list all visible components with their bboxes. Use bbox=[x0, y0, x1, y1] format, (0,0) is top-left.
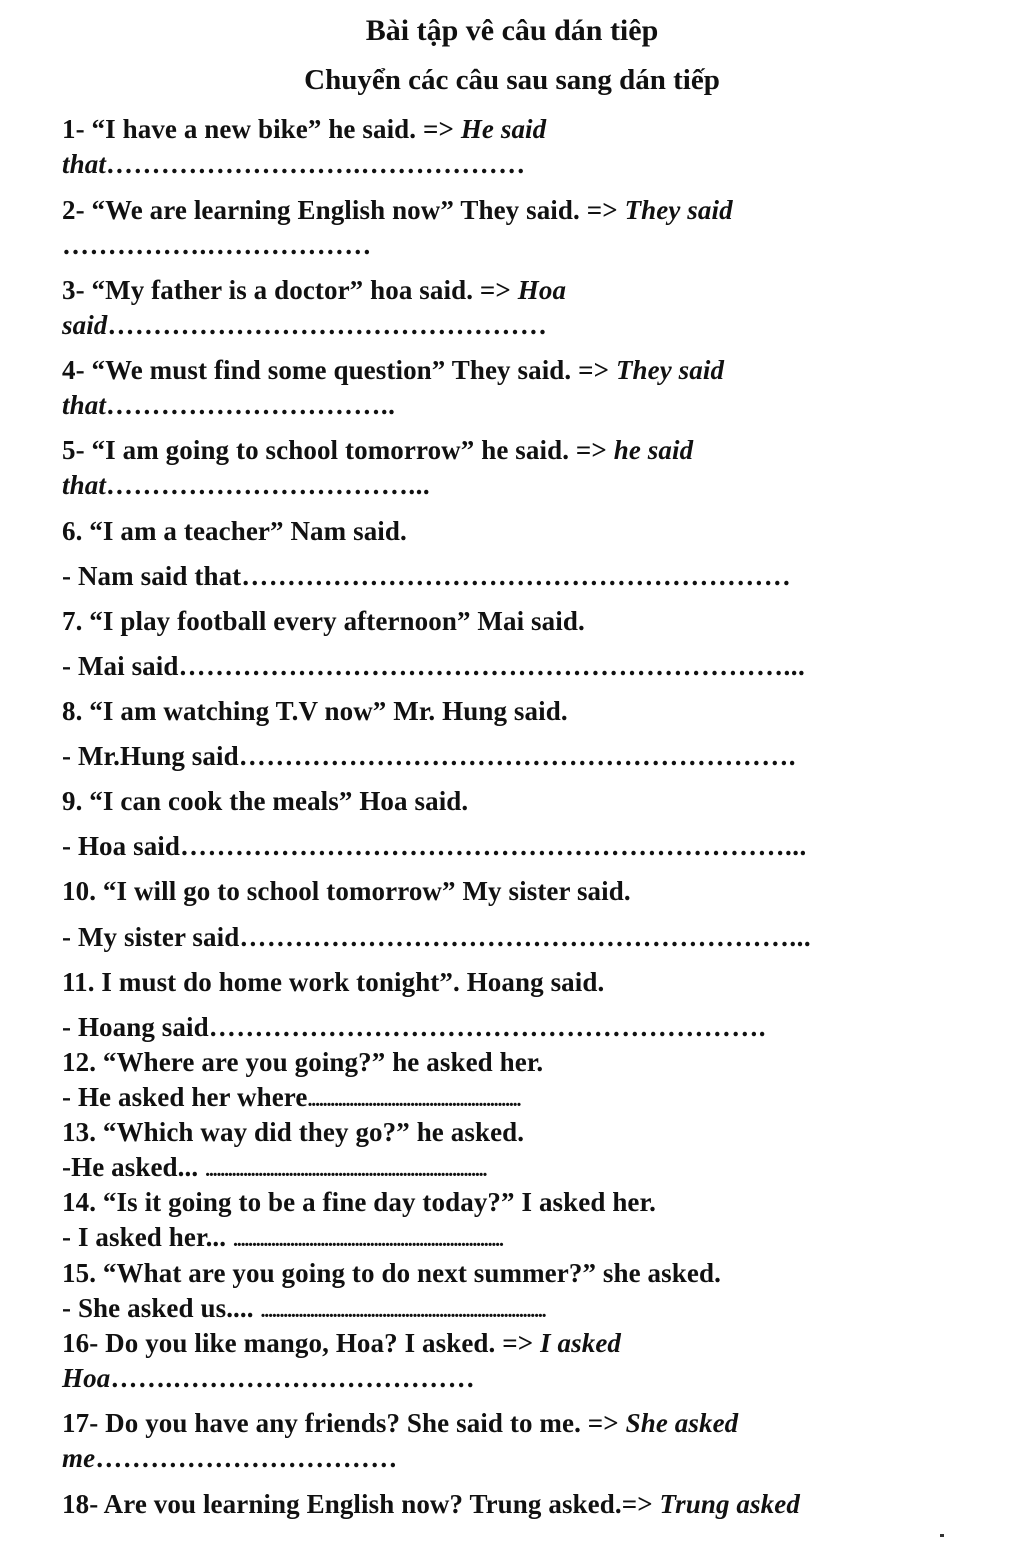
exercise-line bbox=[62, 1326, 621, 1360]
prompt-text: 16- Do you like mango, Hoa? I asked. => bbox=[62, 1328, 541, 1358]
prompt-text: 18- Are vou learning English now? Trung asked.=> bbox=[62, 1489, 660, 1519]
answer-lead: - Mr.Hung said bbox=[62, 741, 239, 771]
answer-blank bbox=[62, 1220, 503, 1257]
fill-in-dots: …………….……………… bbox=[62, 230, 372, 260]
fill-in-dots: ……………………………………………………. bbox=[208, 1012, 766, 1042]
fill-in-dots: …………………………………………………… bbox=[241, 561, 792, 591]
answer-lead: - She asked us.... bbox=[62, 1293, 261, 1323]
answer-lead: said bbox=[62, 310, 108, 340]
exercise-line bbox=[62, 353, 724, 387]
prompt-text: 1- “I have a new bike” he said. => bbox=[62, 114, 461, 144]
answer-lead: that bbox=[62, 470, 106, 500]
answer-blank bbox=[62, 559, 791, 593]
answer-lead: Hoa bbox=[62, 1363, 111, 1393]
exercise-line bbox=[62, 1406, 738, 1440]
fill-in-dots: …….…………………………… bbox=[110, 1363, 476, 1393]
answer-blank bbox=[62, 308, 547, 342]
exercise-line bbox=[62, 1487, 800, 1521]
answer-lead: - Mai said bbox=[62, 651, 179, 681]
fill-in-dots: …………………………… bbox=[95, 1443, 398, 1473]
answer-lead: - Hoang said bbox=[62, 1012, 209, 1042]
answer-lead: - My sister said bbox=[62, 922, 240, 952]
fill-in-dots: ……………………….……………… bbox=[105, 149, 526, 179]
prompt-text: 8. “I am watching T.V now” Mr. Hung said. bbox=[62, 696, 568, 726]
exercise-line bbox=[62, 604, 585, 638]
exercise-line bbox=[62, 965, 604, 999]
answer-lead: - Nam said that bbox=[62, 561, 242, 591]
fill-in-dots: .......................................................................... bbox=[205, 1159, 487, 1181]
prompt-text: 11. I must do home work tonight”. Hoang said. bbox=[62, 967, 605, 997]
answer-blank bbox=[62, 468, 430, 502]
answer-lead: that bbox=[62, 390, 106, 420]
answer-lead: -He asked... bbox=[62, 1152, 206, 1182]
answer-blank bbox=[62, 1010, 766, 1044]
fill-in-dots: …………………………………………………………... bbox=[180, 831, 807, 861]
answer-lead: that bbox=[62, 149, 106, 179]
answer-lead: He said bbox=[460, 114, 547, 144]
answer-blank bbox=[62, 1291, 545, 1328]
prompt-text: 15. “What are you going to do next summer?” she asked. bbox=[62, 1258, 721, 1288]
answer-blank bbox=[62, 228, 372, 262]
exercise-line bbox=[62, 784, 468, 818]
prompt-text: 4- “We must find some question” They said. => bbox=[62, 355, 616, 385]
answer-lead: She asked bbox=[625, 1408, 739, 1438]
answer-blank bbox=[62, 1150, 486, 1187]
exercise-line bbox=[62, 112, 546, 146]
exercise-line bbox=[62, 874, 631, 908]
fill-in-dots: ........................................................................... bbox=[260, 1300, 546, 1322]
instruction-subtitle: Chuyển các câu sau sang dán tiếp bbox=[304, 64, 720, 96]
prompt-text: 6. “I am a teacher” Nam said. bbox=[62, 516, 407, 546]
exercise-line bbox=[62, 694, 568, 728]
fill-in-dots: ……………………………... bbox=[105, 470, 431, 500]
answer-lead: Trung asked bbox=[659, 1489, 800, 1519]
fill-in-dots: ………………………………………… bbox=[107, 310, 548, 340]
prompt-text: 7. “I play football every afternoon” Mai said. bbox=[62, 606, 585, 636]
answer-lead: I asked bbox=[540, 1328, 622, 1358]
prompt-text: 10. “I will go to school tomorrow” My sister said. bbox=[62, 876, 631, 906]
exercise-line bbox=[62, 193, 733, 227]
answer-lead: Hoa bbox=[517, 275, 567, 305]
prompt-text: 12. “Where are you going?” he asked her. bbox=[62, 1047, 544, 1077]
answer-lead: me bbox=[62, 1443, 96, 1473]
exercise-line bbox=[62, 1256, 721, 1290]
prompt-text: 13. “Which way did they go?” he asked. bbox=[62, 1117, 525, 1147]
prompt-text: 3- “My father is a doctor” hoa said. => bbox=[62, 275, 518, 305]
exercise-line bbox=[62, 514, 407, 548]
fill-in-dots: ……………………………………………………. bbox=[238, 741, 796, 771]
answer-lead: - I asked her... bbox=[62, 1222, 233, 1252]
exercise-line bbox=[62, 1115, 524, 1149]
answer-blank bbox=[62, 1441, 398, 1475]
answer-lead: he said bbox=[613, 435, 694, 465]
answer-blank bbox=[62, 1080, 520, 1117]
fill-in-dots: ....................................................................... bbox=[232, 1229, 503, 1251]
answer-lead: They said bbox=[624, 195, 733, 225]
answer-blank bbox=[62, 1361, 475, 1395]
fill-in-dots: …………………………………………………………... bbox=[178, 651, 806, 681]
fill-in-dots: ……………………………………………………... bbox=[239, 922, 812, 952]
answer-blank bbox=[62, 388, 395, 422]
exercise-line bbox=[62, 1185, 656, 1219]
answer-blank bbox=[62, 829, 807, 863]
exercise-line bbox=[62, 433, 693, 467]
answer-blank bbox=[62, 649, 805, 683]
prompt-text: 5- “I am going to school tomorrow” he said. => bbox=[62, 435, 614, 465]
exercise-line bbox=[62, 1045, 543, 1079]
scan-speck bbox=[940, 1534, 944, 1537]
answer-lead: They said bbox=[615, 355, 725, 385]
answer-blank bbox=[62, 147, 526, 181]
prompt-text: 14. “Is it going to be a fine day today?” I asked her. bbox=[62, 1187, 656, 1217]
exercise-line bbox=[62, 273, 566, 307]
answer-blank bbox=[62, 739, 796, 773]
prompt-text: 2- “We are learning English now” They said. => bbox=[62, 195, 625, 225]
answer-lead: - He asked her where bbox=[62, 1082, 308, 1112]
prompt-text: 9. “I can cook the meals” Hoa said. bbox=[62, 786, 469, 816]
fill-in-dots: ........................................................ bbox=[307, 1089, 521, 1111]
answer-blank bbox=[62, 920, 811, 954]
page-title: Bài tập vê câu dán tiêp bbox=[365, 14, 659, 47]
prompt-text: 17- Do you have any friends? She said to me. => bbox=[62, 1408, 626, 1438]
fill-in-dots: ………………………….. bbox=[105, 390, 396, 420]
answer-lead: - Hoa said bbox=[62, 831, 181, 861]
